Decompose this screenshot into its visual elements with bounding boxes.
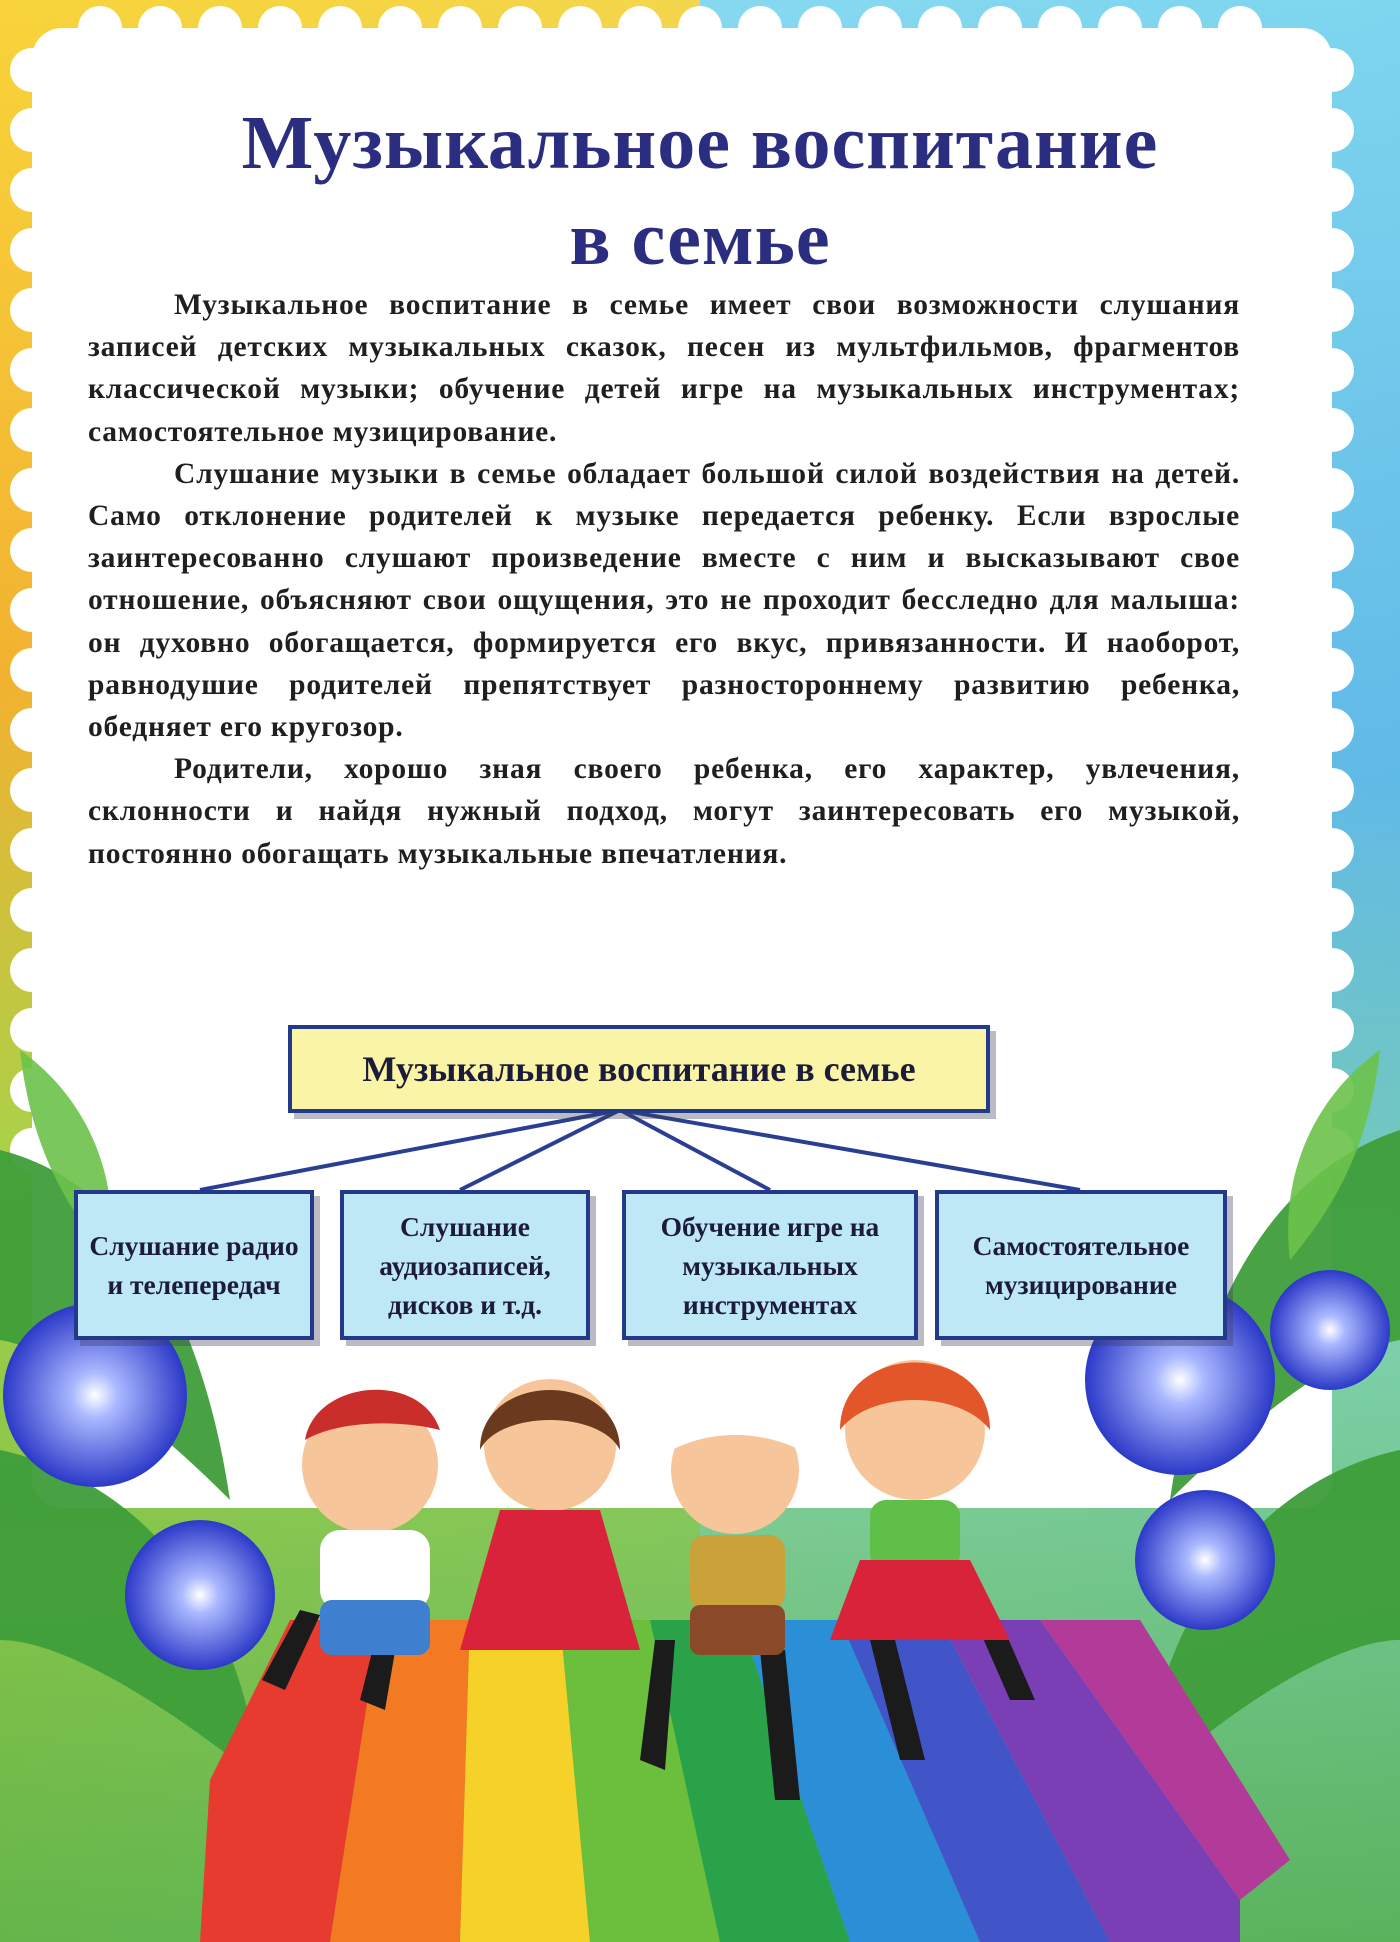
- diagram-child-box-1: [74, 1190, 314, 1340]
- diagram-child-box-4: [935, 1190, 1227, 1340]
- diagram-root-label: Музыкальное воспитание в семье: [362, 1049, 916, 1089]
- paragraph-2: Слушание музыки в семье обладает большой силой воздействия на детей. Само отклонение родителей к музыке передается ребенку. Если взрослые заинтересованно слушают произведение вместе с ним и высказывают свое отношение, объясняют свои ощущения, это не проходит бесследно для малыша: он духовно обогащается, формируется его вкус, привязанности. И наоборот, равнодушие родителей препятствует разностороннему развитию ребенка, обедняет его кругозор.: [88, 457, 1240, 744]
- page-title-line-1: Музыкальное воспитание: [241, 101, 1159, 185]
- article-body: [88, 284, 1240, 875]
- diagram-child-label-4: Самостоятельное музицирование: [972, 1230, 1190, 1300]
- diagram-child-label-2: Слушание аудиозаписей, дисков и т.д.: [379, 1210, 551, 1320]
- paragraph-3: Родители, хорошо зная своего ребенка, его характер, увлечения, склонности и найдя нужный подход, могут заинтересовать его музыкой, постоянно обогащать музыкальные впечатления.: [88, 753, 1240, 870]
- page-title-line-2: в семье: [569, 197, 831, 281]
- diagram-root-box: [288, 1025, 990, 1113]
- diagram-child-box-2: [340, 1190, 590, 1340]
- paragraph-1: Музыкальное воспитание в семье имеет свои возможности слушания записей детских музыкальных сказок, песен из мультфильмов, фрагментов классической музыки; обучение детей игре на музыкальных инструментах; самостоятельное музицирование.: [88, 289, 1240, 448]
- diagram-child-box-3: [622, 1190, 918, 1340]
- diagram-child-label-1: Слушание радио и телепередач: [89, 1230, 299, 1300]
- diagram-child-label-3: Обучение игре на музыкальных инструментах: [660, 1210, 880, 1320]
- page-title: [40, 95, 1360, 287]
